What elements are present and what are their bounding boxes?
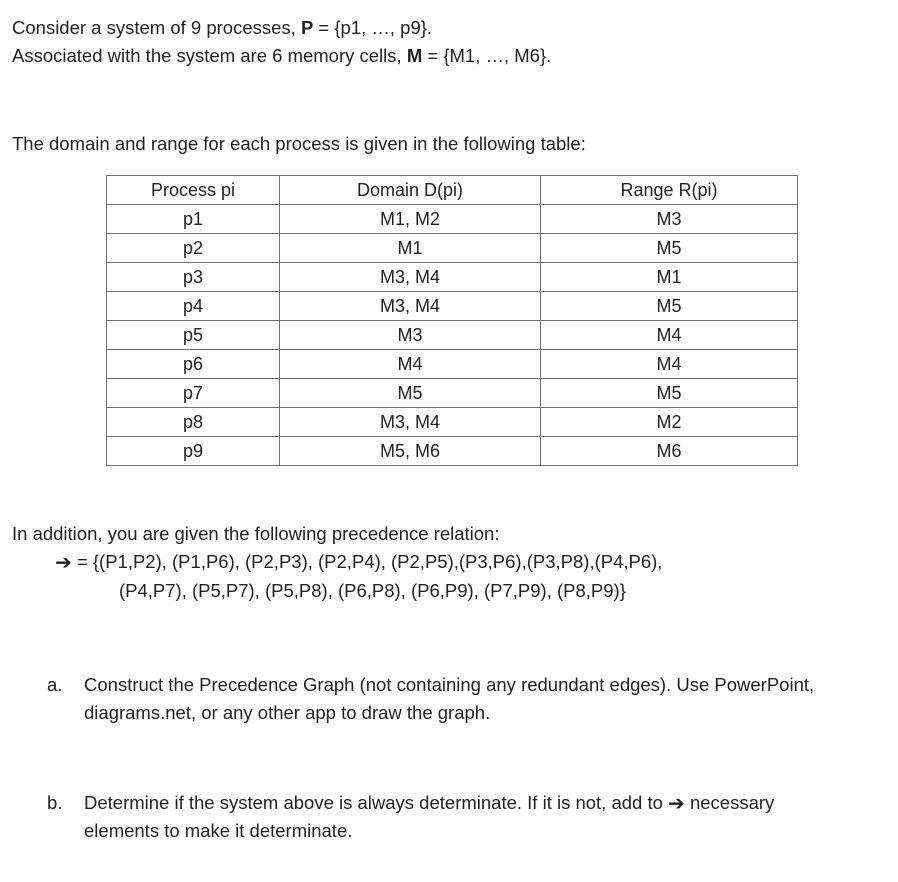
process-cell: p4	[107, 292, 280, 321]
table-row	[107, 205, 798, 234]
range-cell: M5	[541, 379, 798, 408]
process-table	[106, 175, 798, 466]
process-cell: p2	[107, 234, 280, 263]
intro-line-2	[12, 45, 551, 67]
table-row	[107, 321, 798, 350]
precedence-set-part-1: = {(P1,P2), (P1,P6), (P2,P3), (P2,P4), (P2,P5),(P3,P6),(P3,P8),(P4,P6),	[71, 551, 663, 572]
header-domain: Domain D(pi)	[280, 176, 541, 205]
table-row	[107, 437, 798, 466]
range-cell: M5	[541, 234, 798, 263]
process-cell: p3	[107, 263, 280, 292]
domain-cell: M3, M4	[280, 292, 541, 321]
precedence-line-2: (P4,P7), (P5,P7), (P5,P8), (P6,P8), (P6,P9), (P7,P9), (P8,P9)}	[119, 580, 626, 601]
arrow-icon: ➔	[55, 552, 72, 574]
question-b-line-1	[84, 792, 774, 815]
domain-cell: M4	[280, 350, 541, 379]
domain-cell: M1, M2	[280, 205, 541, 234]
question-a-line-2: diagrams.net, or any other app to draw the graph.	[84, 702, 491, 723]
question-a-line-1: Construct the Precedence Graph (not containing any redundant edges). Use PowerPoint,	[84, 674, 815, 695]
table-row	[107, 350, 798, 379]
range-cell: M3	[541, 205, 798, 234]
arrow-icon: ➔	[668, 793, 685, 815]
table-row	[107, 292, 798, 321]
precedence-intro: In addition, you are given the following precedence relation:	[12, 523, 500, 544]
table-row	[107, 263, 798, 292]
process-cell: p7	[107, 379, 280, 408]
table-intro: The domain and range for each process is given in the following table:	[12, 133, 586, 154]
range-cell: M5	[541, 292, 798, 321]
domain-cell: M5, M6	[280, 437, 541, 466]
process-cell: p9	[107, 437, 280, 466]
range-cell: M4	[541, 321, 798, 350]
process-cell: p1	[107, 205, 280, 234]
table-row	[107, 234, 798, 263]
range-cell: M4	[541, 350, 798, 379]
table-row	[107, 379, 798, 408]
memory-symbol: M	[406, 45, 423, 66]
question-b-text-before: Determine if the system above is always determinate. If it is not, add to	[84, 792, 669, 813]
process-cell: p6	[107, 350, 280, 379]
question-b-text-after: necessary	[684, 792, 775, 813]
range-cell: M6	[541, 437, 798, 466]
header-range: Range R(pi)	[541, 176, 798, 205]
table-header-row	[107, 176, 798, 205]
domain-cell: M3, M4	[280, 263, 541, 292]
range-cell: M2	[541, 408, 798, 437]
processes-symbol: P	[300, 17, 314, 38]
range-cell: M1	[541, 263, 798, 292]
intro-line-1-prefix: Consider a system of 9 processes,	[12, 17, 301, 38]
process-cell: p8	[107, 408, 280, 437]
process-cell: p5	[107, 321, 280, 350]
intro-line-1-suffix: = {p1, …, p9}.	[313, 17, 433, 38]
question-b-letter: b.	[47, 792, 63, 813]
intro-line-2-suffix: = {M1, …, M6}.	[422, 45, 552, 66]
domain-cell: M5	[280, 379, 541, 408]
domain-cell: M3	[280, 321, 541, 350]
header-process: Process pi	[107, 176, 280, 205]
intro-line-2-prefix: Associated with the system are 6 memory cells,	[12, 45, 407, 66]
table-row	[107, 408, 798, 437]
precedence-line-1	[55, 551, 662, 574]
question-a-letter: a.	[47, 674, 63, 695]
domain-cell: M3, M4	[280, 408, 541, 437]
intro-line-1	[12, 17, 432, 39]
domain-cell: M1	[280, 234, 541, 263]
question-b-line-2: elements to make it determinate.	[84, 820, 353, 841]
